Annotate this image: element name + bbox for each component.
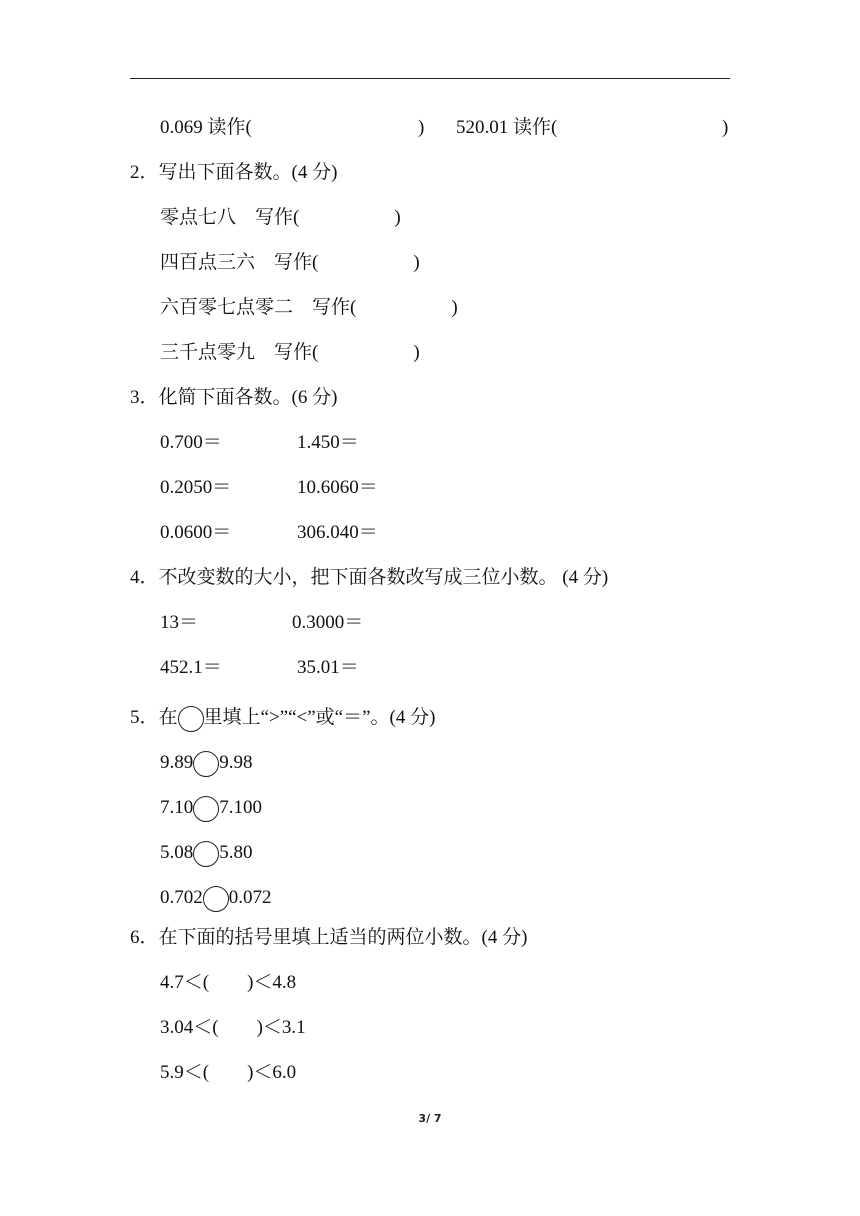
compare-circle-input[interactable] bbox=[193, 841, 219, 867]
header-rule bbox=[130, 78, 730, 79]
q1-item-b-close: ) bbox=[722, 117, 729, 138]
q6-title: 6．在下面的括号里填上适当的两位小数。(4 分) bbox=[130, 927, 528, 948]
q1-item-a-close: ) bbox=[418, 117, 425, 138]
q5-left: 5.08 bbox=[160, 842, 194, 863]
q4-cell: 0.3000＝ bbox=[292, 612, 364, 633]
q5-item bbox=[160, 841, 253, 867]
q5-right: 7.100 bbox=[219, 797, 262, 818]
q2-item: 零点七八 写作( ) bbox=[160, 207, 401, 228]
compare-circle-input[interactable] bbox=[193, 796, 219, 822]
q4-cell: 452.1＝ bbox=[160, 657, 222, 678]
q6-item: 4.7＜( )＜4.8 bbox=[160, 972, 297, 993]
q5-title-pre: 5．在 bbox=[130, 707, 178, 728]
q2-item: 六百零七点零二 写作( ) bbox=[160, 297, 458, 318]
q2-item: 三千点零九 写作( ) bbox=[160, 342, 420, 363]
blank-circle-icon bbox=[178, 706, 204, 732]
page-number: 3/ 7 bbox=[418, 1112, 442, 1125]
q5-left: 9.89 bbox=[160, 752, 194, 773]
q5-item bbox=[160, 886, 272, 912]
q5-left: 0.702 bbox=[160, 887, 203, 908]
q2-item: 四百点三六 写作( ) bbox=[160, 252, 420, 273]
q5-title bbox=[130, 706, 435, 732]
q6-item: 3.04＜( )＜3.1 bbox=[160, 1017, 306, 1038]
q5-right: 9.98 bbox=[219, 752, 253, 773]
q5-item bbox=[160, 796, 262, 822]
q3-title: 3．化简下面各数。(6 分) bbox=[130, 387, 338, 408]
q3-cell: 0.700＝ bbox=[160, 432, 222, 453]
q5-item bbox=[160, 751, 253, 777]
q5-left: 7.10 bbox=[160, 797, 194, 818]
q3-cell: 10.6060＝ bbox=[297, 477, 378, 498]
q1-item-a: 0.069 读作( bbox=[160, 117, 252, 138]
q5-right: 0.072 bbox=[228, 887, 272, 908]
q3-cell: 306.040＝ bbox=[297, 522, 378, 543]
q3-cell: 0.0600＝ bbox=[160, 522, 232, 543]
q2-title: 2．写出下面各数。(4 分) bbox=[130, 162, 338, 183]
compare-circle-input[interactable] bbox=[203, 886, 229, 912]
q6-item: 5.9＜( )＜6.0 bbox=[160, 1062, 297, 1083]
q4-cell: 13＝ bbox=[160, 612, 199, 633]
q4-cell: 35.01＝ bbox=[297, 657, 359, 678]
q3-cell: 0.2050＝ bbox=[160, 477, 232, 498]
q1-item-b: 520.01 读作( bbox=[456, 117, 558, 138]
q4-title: 4．不改变数的大小，把下面各数改写成三位小数。 (4 分) bbox=[130, 567, 609, 588]
q5-right: 5.80 bbox=[219, 842, 253, 863]
q3-cell: 1.450＝ bbox=[297, 432, 359, 453]
compare-circle-input[interactable] bbox=[193, 751, 219, 777]
q5-title-post: 里填上“>”“<”或“＝”。(4 分) bbox=[203, 707, 436, 728]
